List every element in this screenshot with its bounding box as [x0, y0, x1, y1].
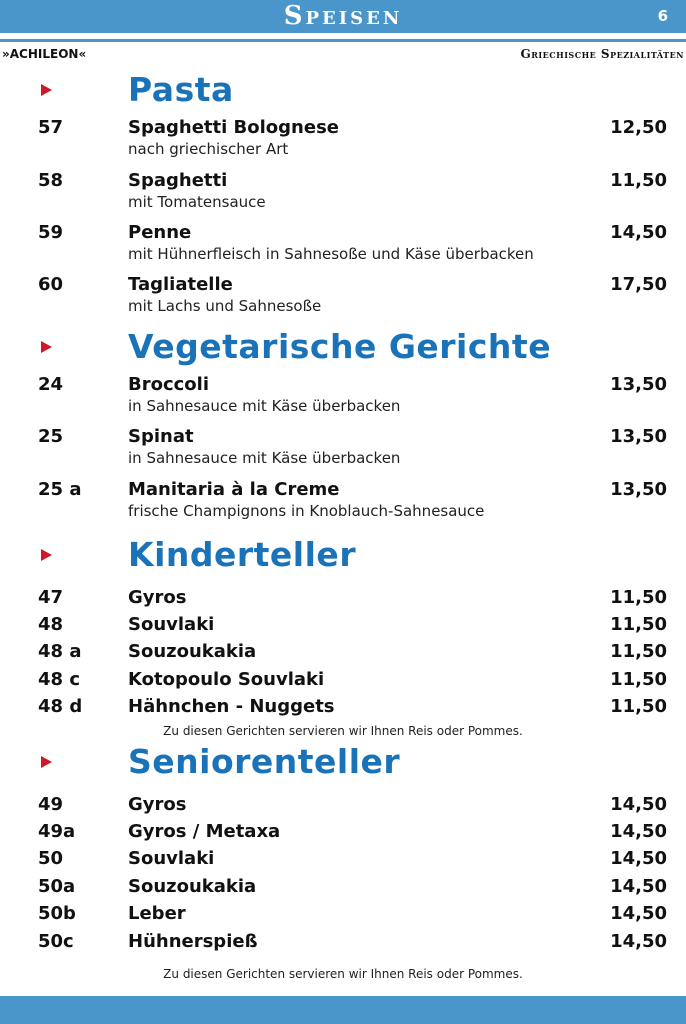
item-description: mit Tomatensauce	[128, 193, 266, 211]
item-price: 13,50	[610, 426, 667, 447]
item-price: 14,50	[610, 821, 667, 842]
item-name: Gyros	[128, 587, 187, 608]
item-price: 14,50	[610, 903, 667, 924]
restaurant-name: »ACHILEON«	[2, 47, 87, 61]
page-number: 6	[657, 7, 668, 25]
item-price: 12,50	[610, 117, 667, 138]
item-name: Souzoukakia	[128, 641, 257, 662]
section-heading-seniors	[0, 742, 686, 786]
item-number: 25	[38, 426, 64, 447]
item-price: 14,50	[610, 222, 667, 243]
section-title: Pasta	[128, 70, 234, 109]
item-price: 11,50	[610, 641, 667, 662]
section-title: Seniorenteller	[128, 742, 401, 781]
item-description: nach griechischer Art	[128, 140, 289, 158]
item-number: 50	[38, 848, 64, 869]
item-number: 24	[38, 374, 64, 395]
section-title: Vegetarische Gerichte	[128, 327, 552, 366]
item-description: in Sahnesauce mit Käse überbacken	[128, 397, 401, 415]
item-name: Souvlaki	[128, 614, 215, 635]
section-heading-kids	[0, 535, 686, 579]
side-dish-note: Zu diesen Gerichten servieren wir Ihnen Reis oder Pommes.	[163, 724, 523, 738]
section-title: Kinderteller	[128, 535, 357, 574]
page-subtitle: Griechische Spezialitäten	[520, 47, 684, 61]
item-number: 25 a	[38, 479, 82, 500]
item-number: 48 a	[38, 641, 82, 662]
item-price: 14,50	[610, 931, 667, 952]
item-description: mit Hühnerfleisch in Sahnesoße und Käse überbacken	[128, 245, 534, 263]
item-name: Spaghetti	[128, 170, 228, 191]
item-name: Tagliatelle	[128, 274, 233, 295]
item-number: 60	[38, 274, 64, 295]
section-heading-vegetarian	[0, 327, 686, 371]
arrow-right-icon	[41, 341, 52, 353]
item-number: 49a	[38, 821, 76, 842]
item-price: 11,50	[610, 170, 667, 191]
item-number: 50c	[38, 931, 74, 952]
item-price: 17,50	[610, 274, 667, 295]
item-price: 11,50	[610, 696, 667, 717]
item-description: in Sahnesauce mit Käse überbacken	[128, 449, 401, 467]
item-description: mit Lachs und Sahnesoße	[128, 297, 322, 315]
item-name: Souvlaki	[128, 848, 215, 869]
item-price: 14,50	[610, 876, 667, 897]
header-bar	[0, 0, 686, 33]
item-name: Spinat	[128, 426, 194, 447]
item-name: Souzoukakia	[128, 876, 257, 897]
item-name: Spaghetti Bolognese	[128, 117, 339, 138]
footer-bar	[0, 996, 686, 1024]
item-name: Manitaria à la Creme	[128, 479, 340, 500]
item-number: 49	[38, 794, 64, 815]
item-number: 50a	[38, 876, 76, 897]
item-name: Penne	[128, 222, 192, 243]
item-number: 59	[38, 222, 64, 243]
item-number: 48 c	[38, 669, 80, 690]
arrow-right-icon	[41, 84, 52, 96]
item-price: 13,50	[610, 374, 667, 395]
header-divider	[0, 39, 686, 42]
item-number: 58	[38, 170, 64, 191]
section-heading-pasta	[0, 70, 686, 114]
item-price: 13,50	[610, 479, 667, 500]
item-number: 57	[38, 117, 64, 138]
item-name: Kotopoulo Souvlaki	[128, 669, 325, 690]
item-price: 14,50	[610, 794, 667, 815]
item-name: Gyros / Metaxa	[128, 821, 281, 842]
item-number: 48	[38, 614, 64, 635]
item-description: frische Champignons in Knoblauch-Sahnesauce	[128, 502, 485, 520]
side-dish-note: Zu diesen Gerichten servieren wir Ihnen Reis oder Pommes.	[163, 967, 523, 981]
item-price: 11,50	[610, 614, 667, 635]
item-number: 47	[38, 587, 64, 608]
item-price: 11,50	[610, 669, 667, 690]
item-name: Leber	[128, 903, 186, 924]
item-name: Broccoli	[128, 374, 210, 395]
arrow-right-icon	[41, 549, 52, 561]
item-price: 11,50	[610, 587, 667, 608]
arrow-right-icon	[41, 756, 52, 768]
page-title: Speisen	[283, 1, 403, 31]
item-price: 14,50	[610, 848, 667, 869]
item-name: Hühnerspieß	[128, 931, 258, 952]
item-name: Gyros	[128, 794, 187, 815]
item-number: 48 d	[38, 696, 83, 717]
item-name: Hähnchen - Nuggets	[128, 696, 335, 717]
item-number: 50b	[38, 903, 76, 924]
